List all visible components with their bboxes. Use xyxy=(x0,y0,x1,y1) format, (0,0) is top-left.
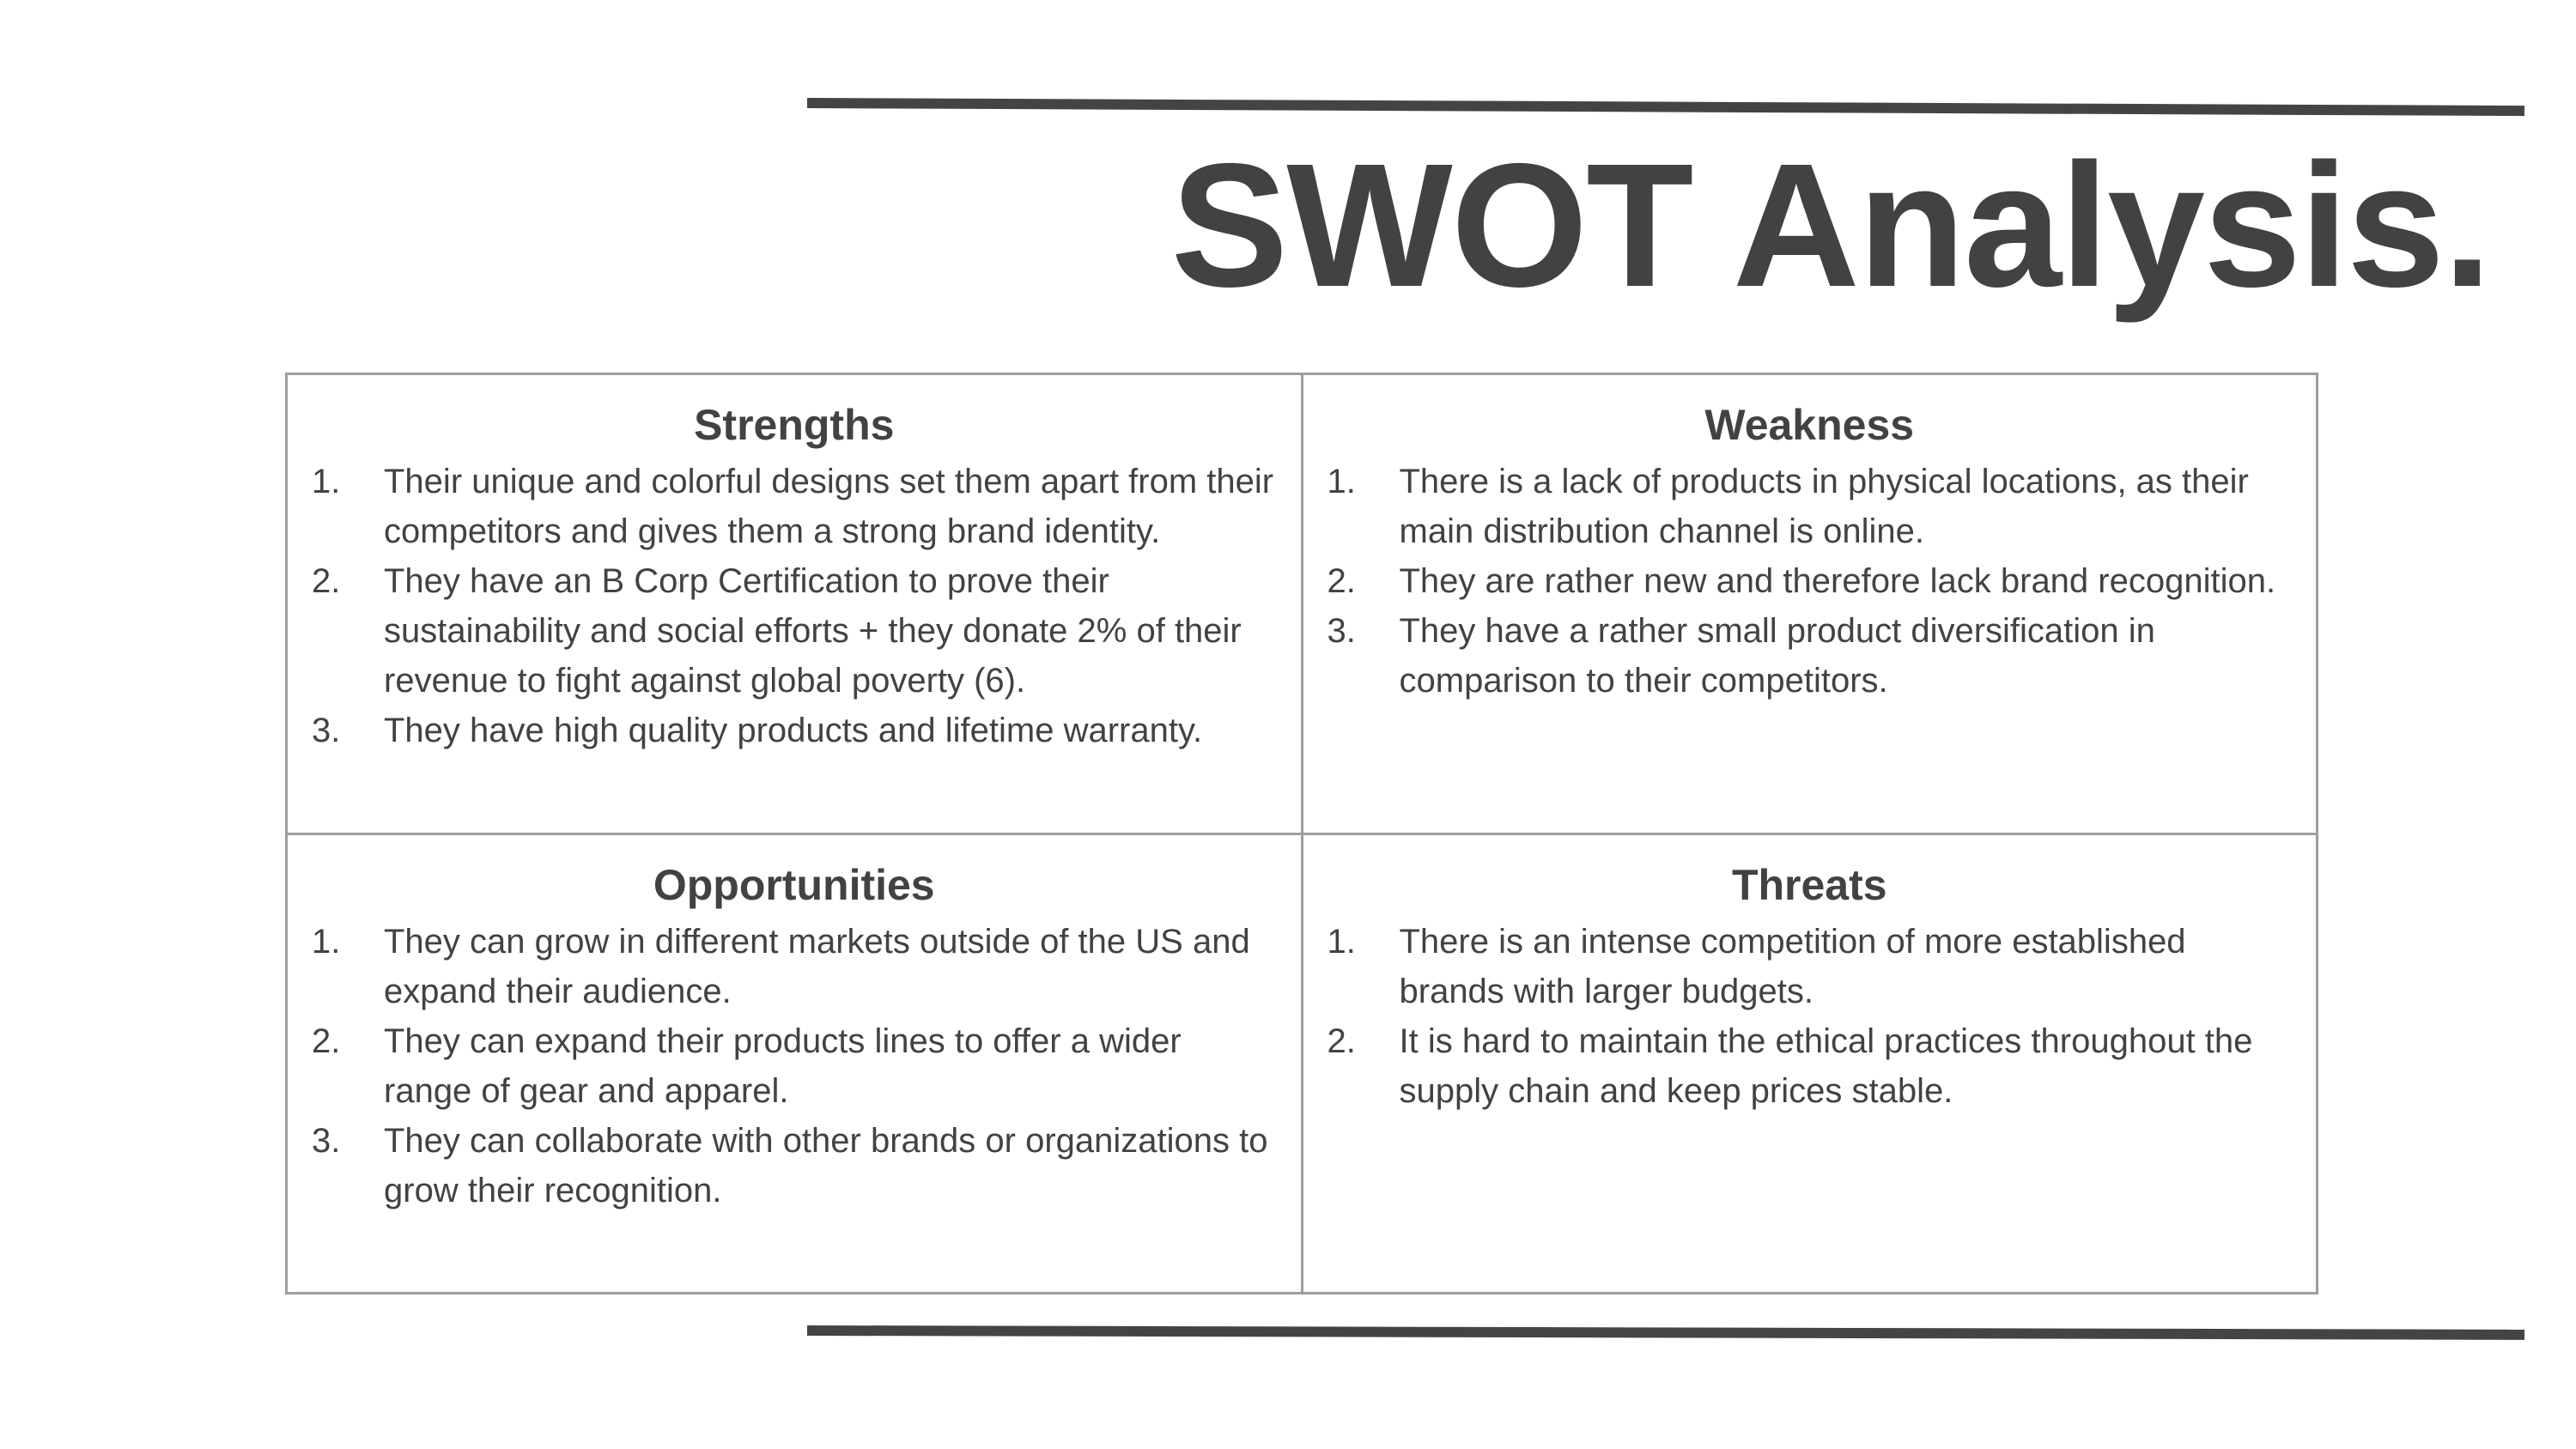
bottom-divider-line xyxy=(807,1325,2524,1340)
top-divider-line xyxy=(807,98,2524,116)
list-number: 3. xyxy=(312,712,341,749)
list-text: They have high quality products and lifetime warranty. xyxy=(384,712,1203,749)
swot-row-top xyxy=(287,374,2318,834)
list-item xyxy=(310,1016,1279,1116)
strengths-list xyxy=(310,457,1279,755)
list-number: 1. xyxy=(1327,922,1356,961)
list-text: They have an B Corp Certification to prove their sustainability and social efforts + they donate 2% of their revenue to fight against global poverty (6). xyxy=(384,562,1242,700)
threats-list xyxy=(1326,917,2294,1116)
list-number: 3. xyxy=(1327,612,1356,650)
strengths-heading: Strengths xyxy=(694,401,895,449)
list-item xyxy=(310,917,1279,1016)
opportunities-cell xyxy=(287,834,1303,1294)
list-text: There is a lack of products in physical locations, as their main distribution channel is online. xyxy=(1399,463,2249,550)
list-item xyxy=(1326,606,2294,706)
list-text: They have a rather small product diversification in comparison to their competitors. xyxy=(1399,612,2155,700)
list-item xyxy=(1326,1016,2294,1116)
opportunities-heading: Opportunities xyxy=(653,860,935,909)
list-item xyxy=(310,706,1279,755)
list-item xyxy=(1326,917,2294,1016)
opportunities-list xyxy=(310,917,1279,1216)
list-text: It is hard to maintain the ethical practices throughout the supply chain and keep prices stable. xyxy=(1399,1022,2253,1110)
list-number: 1. xyxy=(1327,463,1356,500)
list-text: They can collaborate with other brands or organizations to grow their recognition. xyxy=(384,1121,1268,1210)
list-item xyxy=(1326,457,2294,556)
list-number: 3. xyxy=(312,1121,341,1160)
threats-cell xyxy=(1302,834,2318,1294)
list-item xyxy=(1326,556,2294,606)
list-text: They can expand their products lines to offer a wider range of gear and apparel. xyxy=(384,1022,1182,1110)
list-number: 2. xyxy=(312,1022,341,1060)
list-number: 2. xyxy=(1327,1022,1356,1060)
strengths-cell xyxy=(287,374,1303,834)
swot-table xyxy=(285,373,2318,1294)
list-text: Their unique and colorful designs set them apart from their competitors and gives them a strong brand identity. xyxy=(384,463,1274,550)
list-number: 1. xyxy=(312,922,341,961)
page-title: SWOT Analysis. xyxy=(1170,127,2490,324)
weakness-heading: Weakness xyxy=(1704,401,1915,449)
weakness-list xyxy=(1326,457,2294,706)
list-number: 2. xyxy=(312,562,341,600)
list-text: They are rather new and therefore lack brand recognition. xyxy=(1399,562,2276,600)
list-number: 1. xyxy=(312,463,341,500)
weakness-cell xyxy=(1302,374,2318,834)
list-text: There is an intense competition of more established brands with larger budgets. xyxy=(1399,922,2186,1010)
swot-row-bottom xyxy=(287,834,2318,1294)
list-item xyxy=(310,556,1279,706)
list-text: They can grow in different markets outside of the US and expand their audience. xyxy=(384,922,1250,1010)
list-item xyxy=(310,1116,1279,1216)
threats-heading: Threats xyxy=(1731,860,1887,909)
list-number: 2. xyxy=(1327,562,1356,600)
list-item xyxy=(310,457,1279,556)
